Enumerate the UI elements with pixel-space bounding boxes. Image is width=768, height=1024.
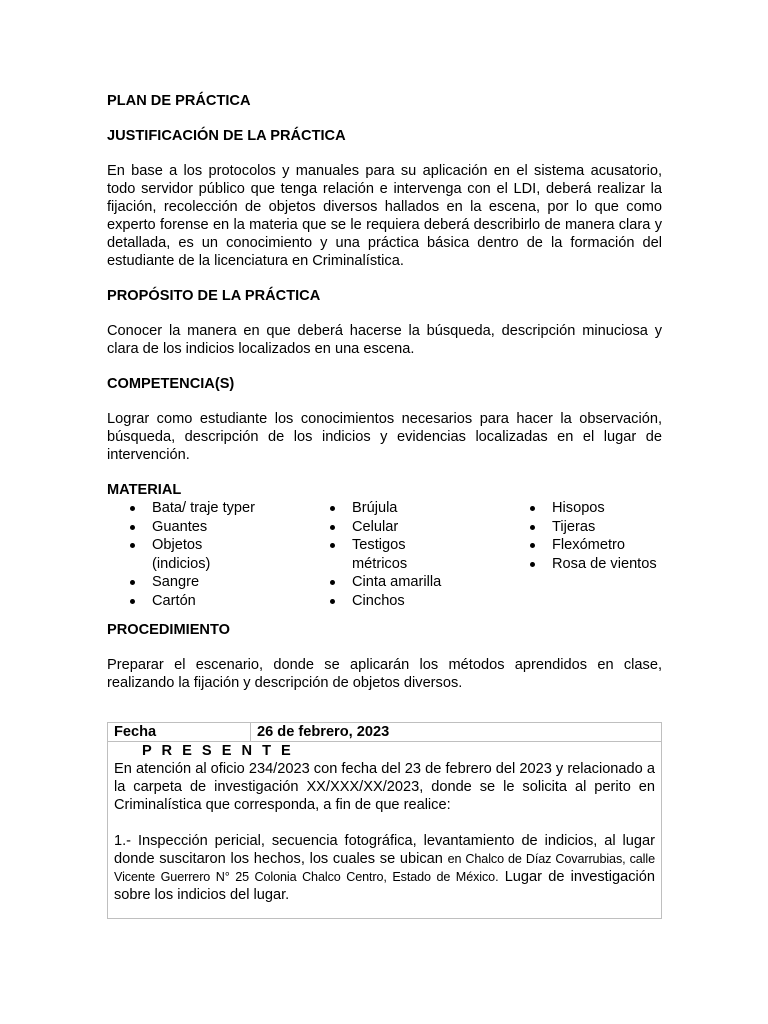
list-item: Guantes xyxy=(107,518,287,537)
table-row xyxy=(108,723,662,742)
list-item: Cinta amarilla xyxy=(307,573,487,592)
material-heading: MATERIAL xyxy=(107,482,182,498)
justificacion-heading: JUSTIFICACIÓN DE LA PRÁCTICA xyxy=(107,128,346,144)
proposito-text: Conocer la manera en que deberá hacerse la búsqueda, descripción minuciosa y clara de los indicios localizados en una escena. xyxy=(107,323,662,357)
oficio-paragraph-2 xyxy=(114,832,655,904)
material-column-3 xyxy=(507,499,667,573)
list-item: Flexómetro xyxy=(507,536,667,555)
fecha-value: 26 de febrero, 2023 xyxy=(251,723,662,742)
oficio-address: en Chalco de Díaz Covarrubias, calle Vicente Guerrero N° 25 Colonia Chalco Centro, Estado de México. xyxy=(114,852,655,884)
list-item: Rosa de vientos xyxy=(507,555,667,574)
list-item xyxy=(107,536,287,573)
competencia-heading: COMPETENCIA(S) xyxy=(107,376,235,392)
list-item: Celular xyxy=(307,518,487,537)
list-item: Hisopos xyxy=(507,499,667,518)
material-list xyxy=(107,499,662,609)
document-title: PLAN DE PRÁCTICA xyxy=(107,93,251,109)
list-item: Bata/ traje typer xyxy=(107,499,287,518)
procedimiento-heading: PROCEDIMIENTO xyxy=(107,622,230,638)
proposito-heading: PROPÓSITO DE LA PRÁCTICA xyxy=(107,288,321,304)
table-row xyxy=(108,742,662,919)
oficio-paragraph-2-end: Lugar de investigación sobre los indicios del lugar. xyxy=(114,869,655,903)
presente-label: P R E S E N T E xyxy=(142,743,294,759)
procedimiento-text: Preparar el escenario, donde se aplicarán los métodos aprendidos en clase, realizando la fijación y descripción de objetos diversos. xyxy=(107,657,662,691)
document-body xyxy=(107,92,662,692)
list-item: Brújula xyxy=(307,499,487,518)
fecha-label: Fecha xyxy=(108,723,251,742)
material-column-2 xyxy=(307,499,487,610)
list-item: Cartón xyxy=(107,592,287,611)
oficio-paragraph-1: En atención al oficio 234/2023 con fecha del 23 de febrero del 2023 y relacionado a la carpeta de investigación XX/XXX/XX/2023, donde se le solicita al perito en Criminalística que corresponda, a fin de que realice: xyxy=(114,761,655,813)
list-item: Cinchos xyxy=(307,592,487,611)
competencia-text: Lograr como estudiante los conocimientos necesarios para hacer la observación, búsqueda, descripción de los indicios y evidencias localizadas en el lugar de intervención. xyxy=(107,411,662,463)
list-item-text: Testigos métricos xyxy=(352,537,408,572)
justificacion-text: En base a los protocolos y manuales para su aplicación en el sistema acusatorio, todo servidor público que tenga relación e intervenga con el LDI, deberá realizar la fijación, recolección de objetos diversos hallados en la escena, por lo que como experto forense en la materia que se le requiera deberá describirlo de manera clara y detallada, es un conocimiento y una práctica básica dentro de la formación del estudiante de la licenciatura en Criminalística. xyxy=(107,163,662,269)
material-column-1 xyxy=(107,499,287,610)
list-item: Tijeras xyxy=(507,518,667,537)
list-item xyxy=(307,536,487,573)
oficio-paragraph-2-start: 1.- Inspección pericial, secuencia fotográfica, levantamiento de indicios, al lugar donde suscitaron los hechos, los cuales se ubican xyxy=(114,833,655,867)
list-item: Sangre xyxy=(107,573,287,592)
oficio-body xyxy=(108,742,662,919)
oficio-table xyxy=(107,722,662,919)
list-item-text: Objetos (indicios) xyxy=(152,537,211,572)
